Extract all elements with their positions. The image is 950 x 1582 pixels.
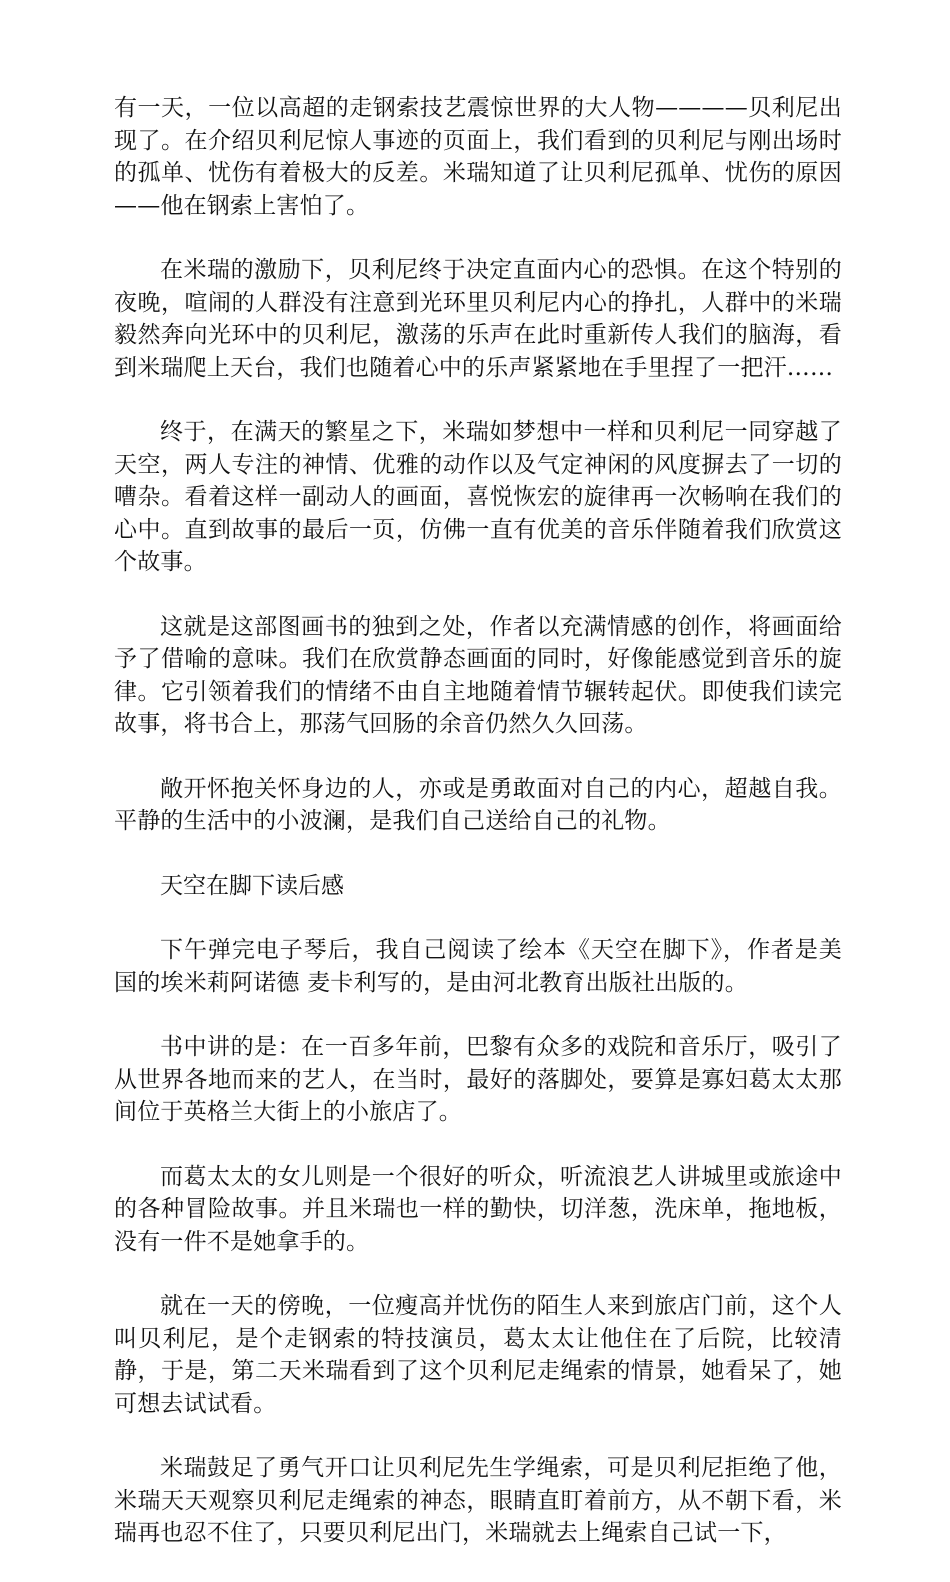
paragraph: 就在一天的傍晚，一位瘦高并忧伤的陌生人来到旅店门前，这个人叫贝利尼，是个走钢索的特技演员，葛太太让他住在了后院，比较清静，于是，第二天米瑞看到了这个贝利尼走绳索的情景，她看呆了，她可想去试试看。 [114,1293,842,1417]
paragraph: 下午弹完电子琴后，我自己阅读了绘本《天空在脚下》，作者是美国的埃米莉阿诺德 麦卡利写的，是由河北教育出版社出版的。 [114,937,842,996]
paragraph: 这就是这部图画书的独到之处，作者以充满情感的创作，将画面给予了借喻的意味。我们在欣赏静态画面的同时，好像能感觉到音乐的旋律。它引领着我们的情绪不由自主地随着情节辗转起伏。即使我们读完故事，将书合上，那荡气回肠的余音仍然久久回荡。 [114,613,842,737]
paragraph: 在米瑞的激励下，贝利尼终于决定直面内心的恐惧。在这个特别的夜晚，喧闹的人群没有注意到光环里贝利尼内心的挣扎，人群中的米瑞毅然奔向光环中的贝利尼，激荡的乐声在此时重新传人我们的脑海，看到米瑞爬上天台，我们也随着心中的乐声紧紧地在手里捏了一把汗…… [114,257,842,381]
paragraph: 书中讲的是：在一百多年前，巴黎有众多的戏院和音乐厅，吸引了从世界各地而来的艺人，在当时，最好的落脚处，要算是寡妇葛太太那间位于英格兰大街上的小旅店了。 [114,1034,842,1125]
paragraph: 而葛太太的女儿则是一个很好的听众，听流浪艺人讲城里或旅途中的各种冒险故事。并且米瑞也一样的勤快，切洋葱，洗床单，拖地板，没有一件不是她拿手的。 [114,1163,842,1255]
paragraph: 终于，在满天的繁星之下，米瑞如梦想中一样和贝利尼一同穿越了天空，两人专注的神情、优雅的动作以及气定神闲的风度摒去了一切的嘈杂。看着这样一副动人的画面，喜悦恢宏的旋律再一次畅响在我们的心中。直到故事的最后一页，仿佛一直有优美的音乐伴随着我们欣赏这个故事。 [114,419,842,575]
paragraph: 有一天，一位以高超的走钢索技艺震惊世界的大人物————贝利尼出现了。在介绍贝利尼惊人事迹的页面上，我们看到的贝利尼与刚出场时的孤单、忧伤有着极大的反差。米瑞知道了让贝利尼孤单、忧伤的原因——他在钢索上害怕了。 [114,95,842,219]
paragraph: 敞开怀抱关怀身边的人，亦或是勇敢面对自己的内心，超越自我。平静的生活中的小波澜，是我们自己送给自己的礼物。 [114,775,842,834]
section-title: 天空在脚下读后感 [160,872,344,899]
paragraph: 米瑞鼓足了勇气开口让贝利尼先生学绳索，可是贝利尼拒绝了他，米瑞天天观察贝利尼走绳索的神态，眼睛直盯着前方，从不朝下看，米瑞再也忍不住了，只要贝利尼出门，米瑞就去上绳索自己试一下， [114,1455,842,1546]
document-body [114,92,842,1582]
